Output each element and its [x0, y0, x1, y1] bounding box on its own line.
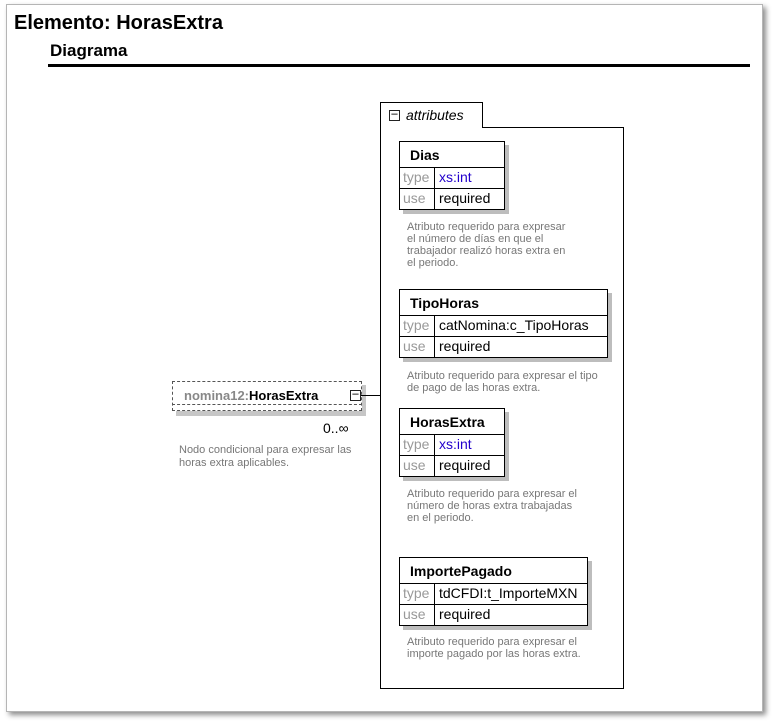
- attribute-name: ImportePagado: [400, 558, 587, 584]
- use-key: use: [400, 605, 435, 625]
- attribute-description: Atributo requerido para expresar el importe pagado por las horas extra.: [407, 636, 581, 660]
- attribute-type-row: [400, 316, 607, 336]
- element-prefix: nomina12:: [184, 388, 250, 403]
- use-value: required: [439, 190, 491, 206]
- occurrence-label: 0..∞: [323, 420, 349, 436]
- attribute-card-importepagado[interactable]: [399, 557, 588, 626]
- element-node-multi-line: [172, 404, 362, 405]
- page-title: Elemento: HorasExtra: [14, 12, 223, 34]
- attribute-description: Atributo requerido para expresar el tipo de pago de las horas extra.: [407, 370, 598, 394]
- attribute-card-dias[interactable]: [399, 141, 505, 210]
- use-value: required: [439, 606, 491, 622]
- use-key: use: [400, 189, 435, 209]
- attribute-card-tipohoras[interactable]: [399, 289, 608, 358]
- type-key: type: [400, 584, 435, 604]
- attributes-tab-join: [381, 126, 482, 128]
- element-name: HorasExtra: [249, 388, 319, 403]
- attribute-use-row: [400, 455, 504, 476]
- attribute-type-row: [400, 435, 504, 455]
- section-divider: [48, 64, 750, 67]
- attribute-name: HorasExtra: [400, 409, 504, 435]
- element-node-label[interactable]: [184, 388, 318, 403]
- attribute-card-horasextra[interactable]: [399, 408, 505, 477]
- section-title: Diagrama: [50, 41, 128, 60]
- type-value-link[interactable]: xs:int: [439, 169, 472, 185]
- attributes-tab-label: attributes: [406, 107, 464, 123]
- element-description: Nodo condicional para expresar las horas extra aplicables.: [179, 444, 352, 469]
- type-key: type: [400, 435, 435, 455]
- attribute-use-row: [400, 336, 607, 357]
- attribute-description: Atributo requerido para expresar el número de días en que el trabajador realizó horas extra en el periodo.: [407, 221, 566, 269]
- use-value: required: [439, 338, 491, 354]
- use-key: use: [400, 456, 435, 476]
- attribute-use-row: [400, 188, 504, 209]
- attribute-type-row: [400, 168, 504, 188]
- connector-line: [361, 395, 380, 396]
- attribute-name: TipoHoras: [400, 290, 607, 316]
- type-value: tdCFDI:t_ImporteMXN: [439, 585, 578, 601]
- attribute-name: Dias: [400, 142, 504, 168]
- attributes-collapse-icon[interactable]: −: [390, 107, 399, 121]
- attribute-use-row: [400, 604, 587, 625]
- type-value-link[interactable]: xs:int: [439, 436, 472, 452]
- attribute-type-row: [400, 584, 587, 604]
- attribute-description: Atributo requerido para expresar el número de horas extra trabajadas en el periodo.: [407, 488, 577, 524]
- use-value: required: [439, 457, 491, 473]
- type-value: catNomina:c_TipoHoras: [439, 317, 589, 333]
- collapse-toggle-icon[interactable]: −: [351, 387, 360, 401]
- use-key: use: [400, 337, 435, 357]
- type-key: type: [400, 168, 435, 188]
- type-key: type: [400, 316, 435, 336]
